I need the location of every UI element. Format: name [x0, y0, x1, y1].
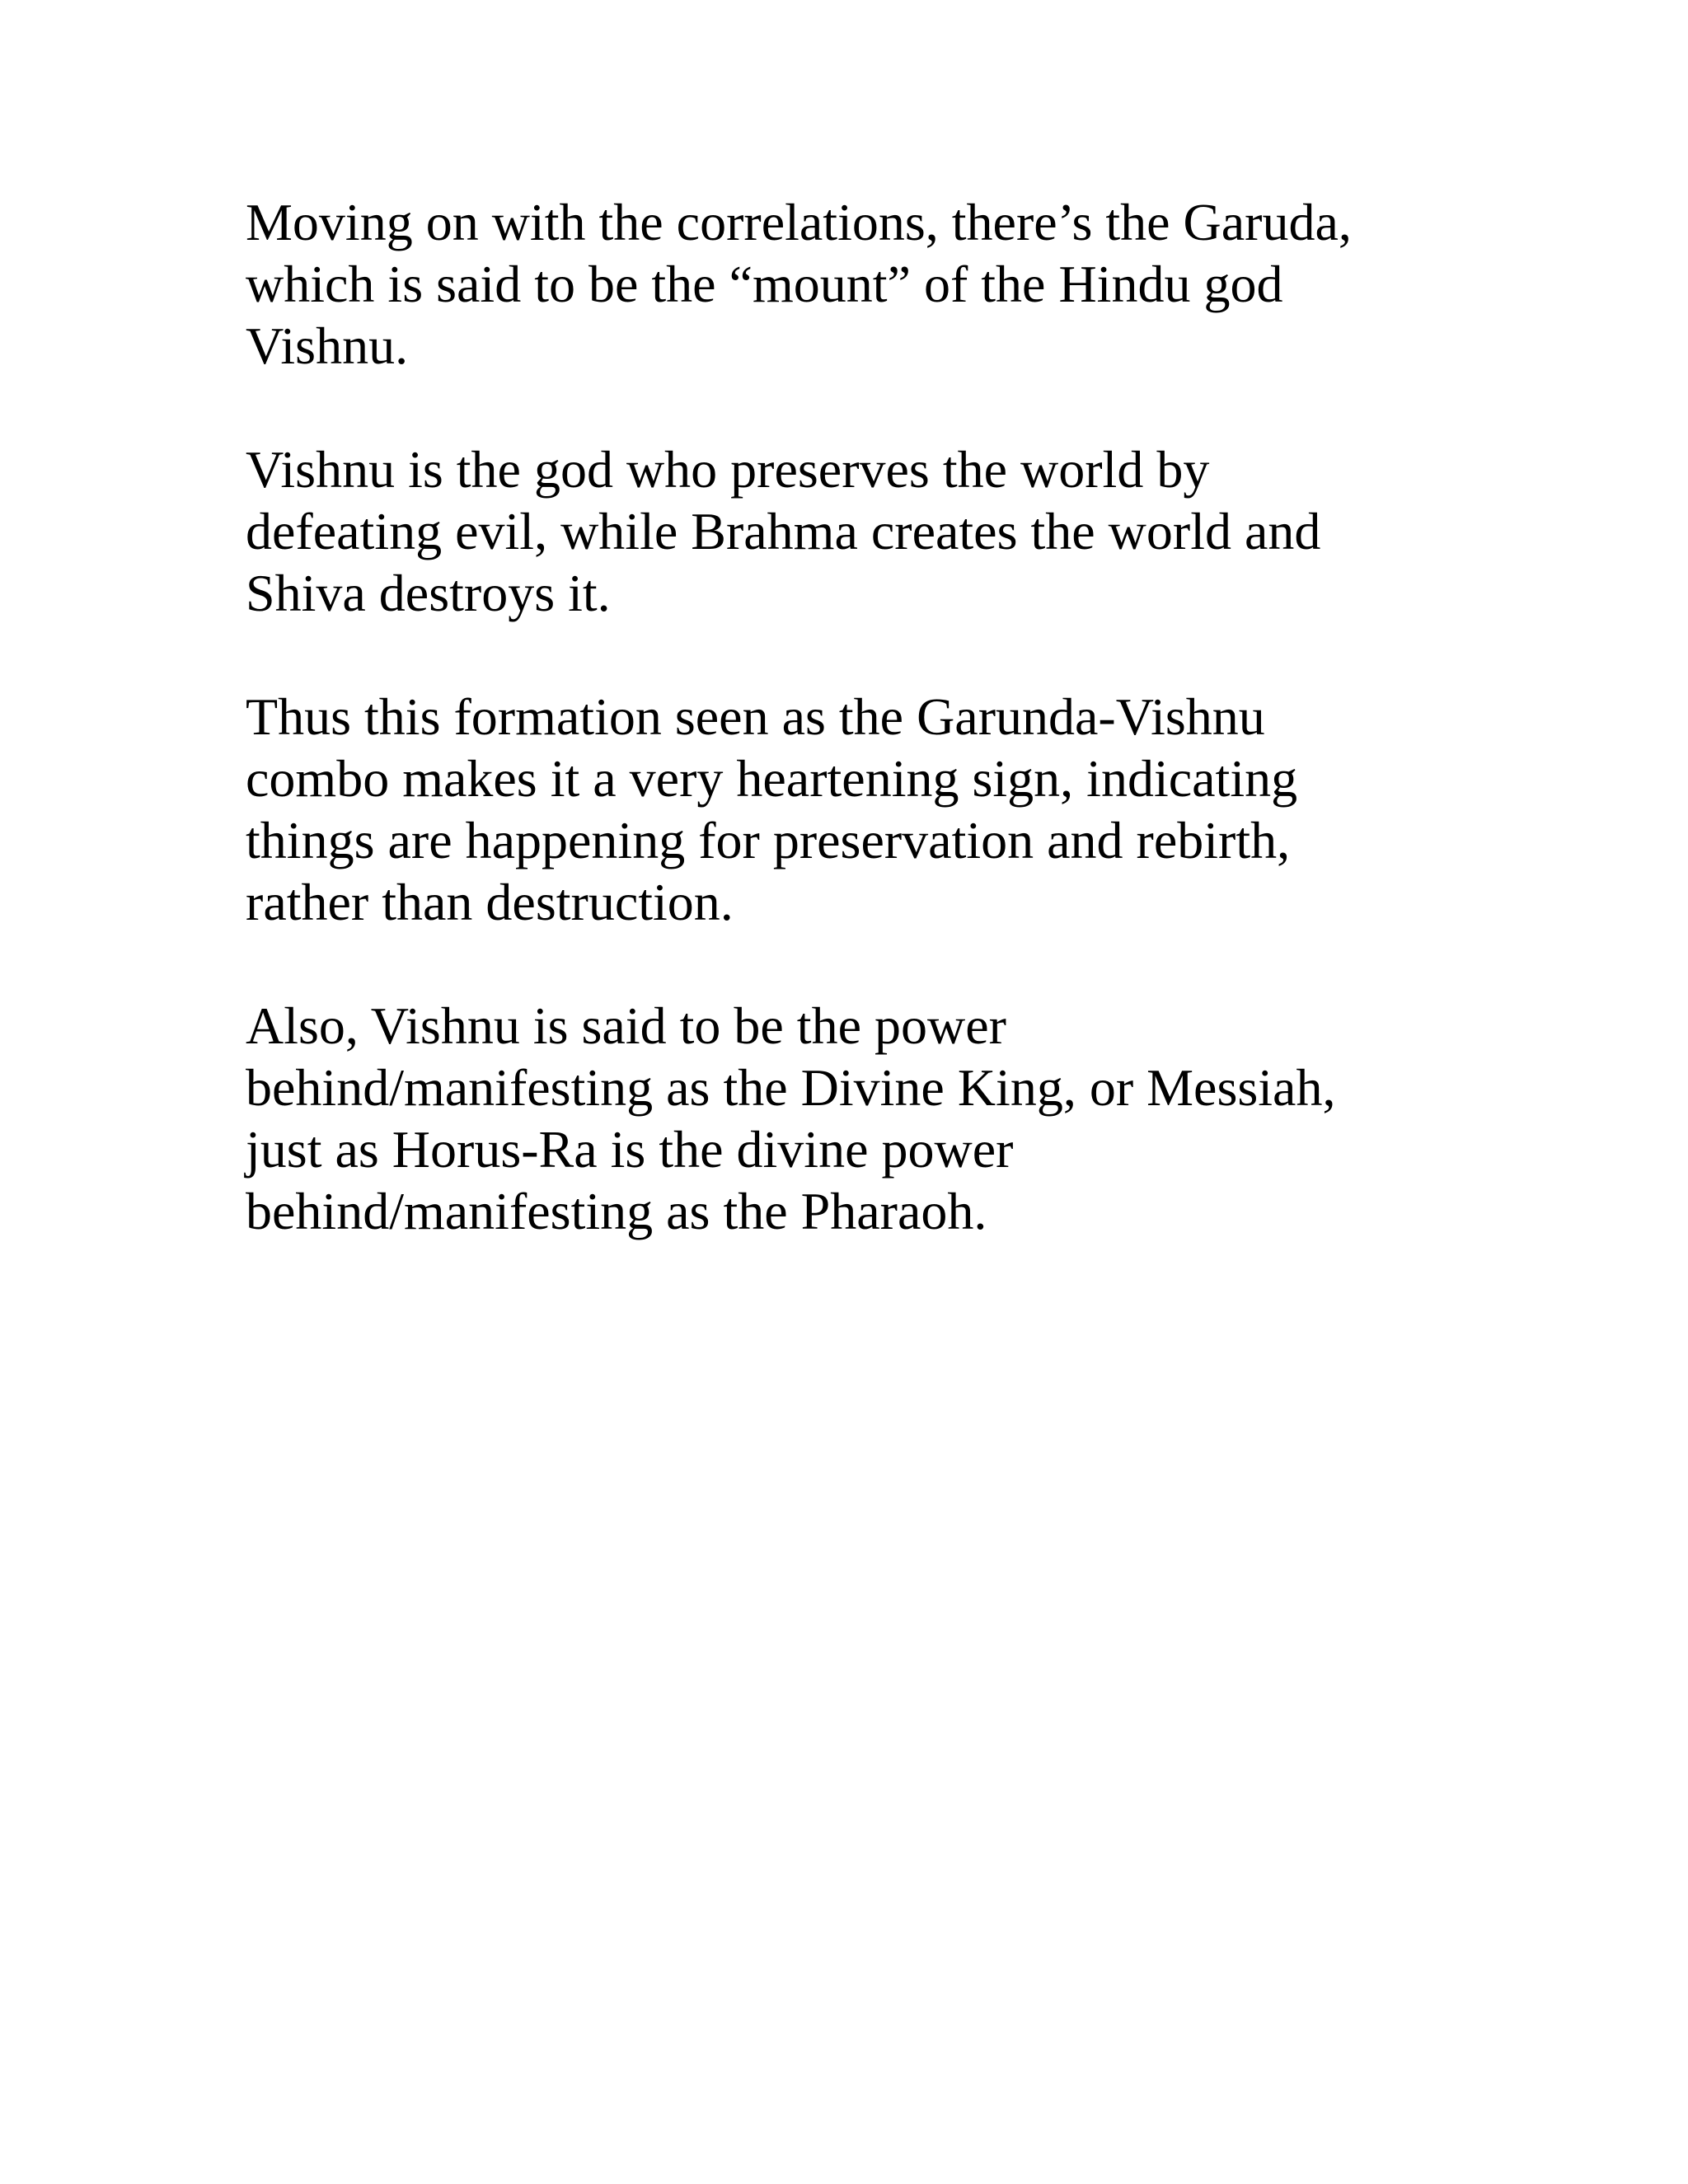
- body-text: [246, 191, 1465, 1304]
- paragraph-line: just as Horus-Ra is the divine power: [246, 1120, 1014, 1179]
- paragraph-line: which is said to be the “mount” of the Hindu god: [246, 255, 1283, 313]
- paragraph-line: things are happening for preservation and rebirth,: [246, 811, 1291, 869]
- paragraph-line: Shiva destroys it.: [246, 564, 611, 622]
- paragraph-vishnu: [246, 438, 1465, 624]
- paragraph-divine-king: [246, 995, 1465, 1242]
- paragraph-garuda: [246, 191, 1465, 377]
- paragraph-line: defeating evil, while Brahma creates the world and: [246, 502, 1321, 560]
- paragraph-line: Vishnu.: [246, 316, 409, 375]
- paragraph-line: Thus this formation seen as the Garunda-Vishnu: [246, 687, 1265, 746]
- paragraph-line: Vishnu is the god who preserves the world by: [246, 440, 1210, 499]
- paragraph-line: rather than destruction.: [246, 873, 734, 931]
- paragraph-line: Moving on with the correlations, there’s the Garuda,: [246, 193, 1352, 251]
- paragraph-line: Also, Vishnu is said to be the power: [246, 996, 1006, 1055]
- paragraph-formation: [246, 686, 1465, 933]
- paragraph-line: combo makes it a very heartening sign, indicating: [246, 749, 1298, 808]
- paragraph-line: behind/manifesting as the Divine King, or Messiah,: [246, 1058, 1336, 1117]
- paragraph-line: behind/manifesting as the Pharaoh.: [246, 1182, 987, 1240]
